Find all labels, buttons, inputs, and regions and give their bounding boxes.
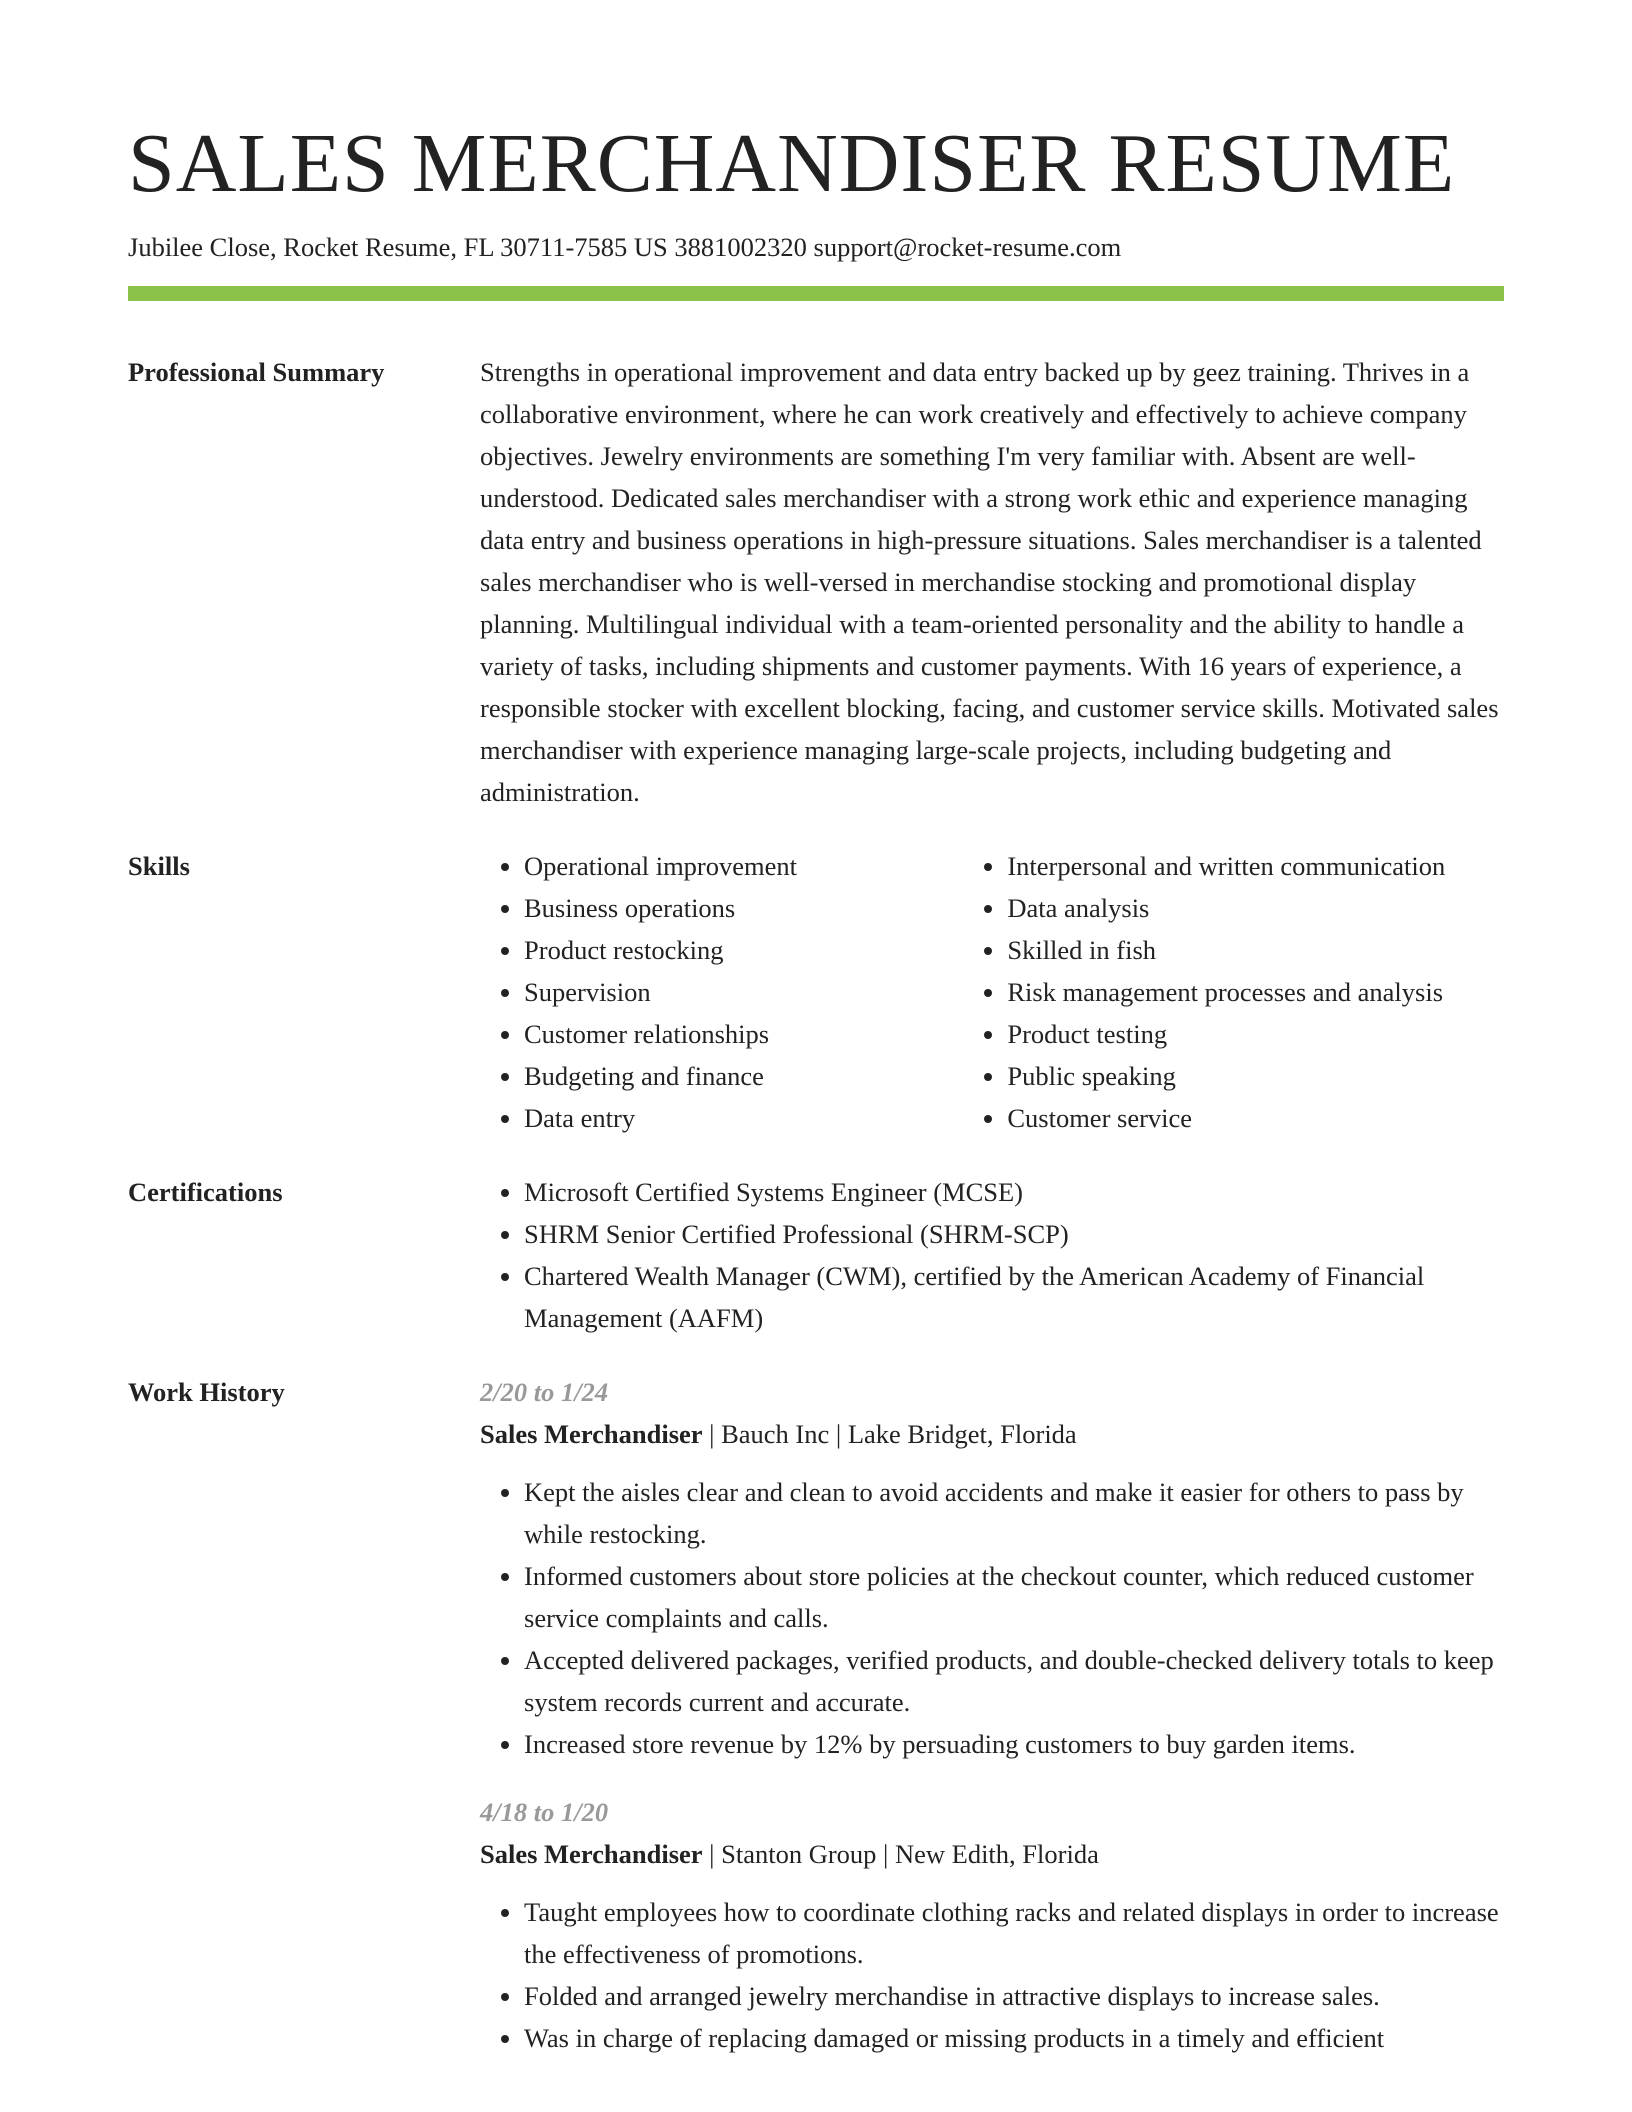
certifications-list xyxy=(480,1171,1504,1339)
skill-item: • Customer relationships xyxy=(524,1013,963,1055)
skill-item: • Customer service xyxy=(1007,1097,1504,1139)
skill-item: • Data entry xyxy=(524,1097,963,1139)
professional-summary-section xyxy=(128,351,1504,813)
resume-page xyxy=(128,118,1504,2059)
skill-item: • Product testing xyxy=(1007,1013,1504,1055)
summary-text: Strengths in operational improvement and data entry backed up by geez training. Thrives in a collaborative environment, where he can work creatively and effectively to achieve company objectives. Jewelry environments are something I'm very familiar with. Absent are well-understood. Dedicated sales merchandiser with a strong work ethic and experience managing data entry and business operations in high-pressure situations. Sales merchandiser is a talented sales merchandiser who is well-versed in merchandise stocking and promotional display planning. Multilingual individual with a team-oriented personality and the ability to handle a variety of tasks, including shipments and customer payments. With 16 years of experience, a responsible stocker with excellent blocking, facing, and customer service skills. Motivated sales merchandiser with experience managing large-scale projects, including budgeting and administration. xyxy=(480,357,1499,808)
job-bullet: • Was in charge of replacing damaged or missing products in a timely and efficient xyxy=(524,2017,1504,2059)
contact-line: Jubilee Close, Rocket Resume, FL 30711-7585 US 3881002320 support@rocket-resume.com xyxy=(128,232,1122,263)
work-history-section xyxy=(128,1371,1504,2059)
skill-item: • Business operations xyxy=(524,887,963,929)
section-label: Professional Summary xyxy=(128,357,385,388)
certification-item: • Chartered Wealth Manager (CWM), certified by the American Academy of Financial Management (AAFM) xyxy=(524,1255,1504,1339)
certifications-section xyxy=(128,1171,1504,1339)
section-label: Certifications xyxy=(128,1177,283,1208)
skills-list-right xyxy=(963,845,1504,1139)
job-bullet: • Informed customers about store policies at the checkout counter, which reduced customer service complaints and calls. xyxy=(524,1555,1504,1639)
skills-list-left xyxy=(480,845,963,1139)
certification-item: • Microsoft Certified Systems Engineer (MCSE) xyxy=(524,1171,1504,1213)
job-employer-location: | Stanton Group | New Edith, Florida xyxy=(702,1839,1099,1870)
skill-item: • Data analysis xyxy=(1007,887,1504,929)
job-date: 4/18 to 1/20 xyxy=(480,1797,609,1828)
job-employer-location: | Bauch Inc | Lake Bridget, Florida xyxy=(702,1419,1077,1450)
resume-title: SALES MERCHANDISER RESUME xyxy=(128,117,1456,210)
job-bullet: • Kept the aisles clear and clean to avoid accidents and make it easier for others to pass by while restocking. xyxy=(524,1471,1504,1555)
skill-item: • Interpersonal and written communication xyxy=(1007,845,1504,887)
job-bullets xyxy=(480,1471,1504,1765)
job-bullet: • Folded and arranged jewelry merchandise in attractive displays to increase sales. xyxy=(524,1975,1504,2017)
section-label: Skills xyxy=(128,851,190,882)
skill-item: • Supervision xyxy=(524,971,963,1013)
job-title: Sales Merchandiser xyxy=(480,1419,703,1450)
skill-item: • Budgeting and finance xyxy=(524,1055,963,1097)
job-header xyxy=(480,1833,1504,1875)
section-label: Work History xyxy=(128,1377,285,1408)
job-bullets xyxy=(480,1891,1504,2059)
job-title: Sales Merchandiser xyxy=(480,1839,703,1870)
skill-item: • Risk management processes and analysis xyxy=(1007,971,1504,1013)
job-date: 2/20 to 1/24 xyxy=(480,1377,609,1408)
accent-divider xyxy=(128,286,1504,301)
job-entry xyxy=(480,1791,1504,2059)
job-header xyxy=(480,1413,1504,1455)
job-entry xyxy=(480,1371,1504,1765)
job-bullet: • Increased store revenue by 12% by persuading customers to buy garden items. xyxy=(524,1723,1504,1765)
job-bullet: • Accepted delivered packages, verified products, and double-checked delivery totals to keep system records current and accurate. xyxy=(524,1639,1504,1723)
skills-section xyxy=(128,845,1504,1139)
certification-item: • SHRM Senior Certified Professional (SHRM-SCP) xyxy=(524,1213,1504,1255)
job-bullet: • Taught employees how to coordinate clothing racks and related displays in order to increase the effectiveness of promotions. xyxy=(524,1891,1504,1975)
skill-item: • Public speaking xyxy=(1007,1055,1504,1097)
skill-item: • Operational improvement xyxy=(524,845,963,887)
skill-item: • Skilled in fish xyxy=(1007,929,1504,971)
skill-item: • Product restocking xyxy=(524,929,963,971)
